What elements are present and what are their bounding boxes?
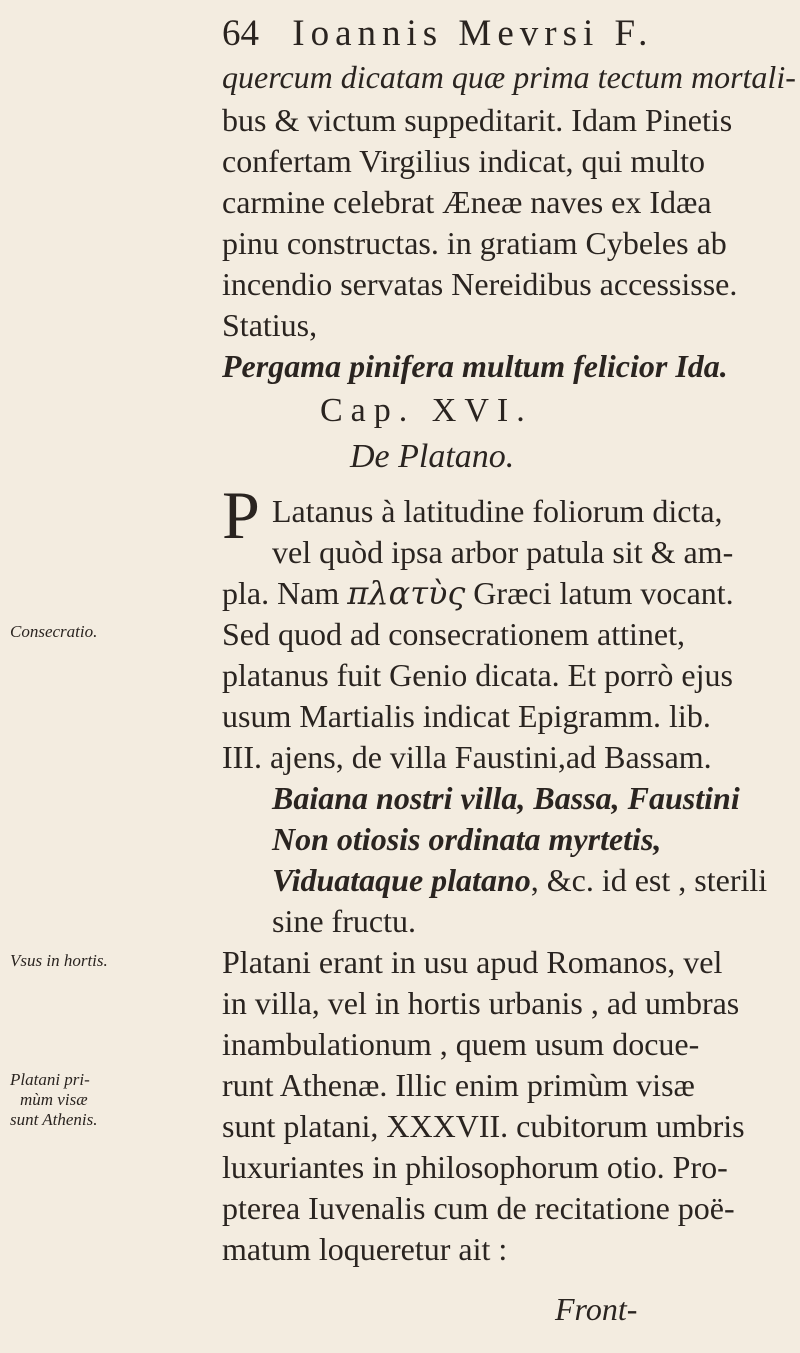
margin-note-platani: sunt Athenis.	[10, 1110, 98, 1129]
text-line: runt Athenæ. Illic enim primùm visæ	[222, 1067, 695, 1103]
page-header	[222, 12, 653, 55]
verse-fragment: Viduataque platano	[272, 862, 531, 898]
verse-quote: Pergama pinifera multum felicior Ida.	[222, 348, 728, 384]
margin-note-platani: Platani pri-	[10, 1070, 90, 1089]
catchword: Front-	[555, 1291, 638, 1327]
drop-cap: P	[222, 477, 260, 553]
text-line: usum Martialis indicat Epigramm. lib.	[222, 698, 711, 734]
text-line: Platani erant in usu apud Romanos, vel	[222, 944, 723, 980]
running-title: Ioannis Mevrsi F.	[292, 13, 654, 54]
chapter-title: De Platano.	[350, 438, 515, 475]
text-line: inambulationum , quem usum docue-	[222, 1026, 700, 1062]
text-fragment: , &c. id est , sterili	[530, 862, 768, 898]
text-line	[222, 574, 734, 612]
page-number: 64	[222, 13, 259, 54]
text-line: Sed quod ad consecrationem attinet,	[222, 616, 685, 652]
margin-note-consecratio: Consecratio.	[10, 622, 98, 641]
text-line: matum loqueretur ait :	[222, 1231, 508, 1267]
greek-word: πλατὺς	[347, 574, 466, 612]
text-line: in villa, vel in hortis urbanis , ad umbras	[222, 985, 740, 1021]
text-line: luxuriantes in philosophorum otio. Pro-	[222, 1149, 728, 1185]
text-line: III. ajens, de villa Faustini,ad Bassam.	[222, 739, 712, 775]
text-fragment: pla. Nam	[222, 575, 348, 611]
text-line: pterea Iuvenalis cum de recitatione poë-	[222, 1190, 735, 1226]
text-line: Statius,	[222, 307, 318, 343]
text-line: carmine celebrat Æneæ naves ex Idæa	[222, 184, 712, 220]
text-line: sine fructu.	[272, 903, 416, 939]
text-line: quercum dicatam quæ prima tectum mortali-	[222, 59, 796, 95]
text-line: vel quòd ipsa arbor patula sit & am-	[272, 534, 734, 570]
text-line: pinu constructas. in gratiam Cybeles ab	[222, 225, 727, 261]
margin-note-platani: mùm visæ	[20, 1090, 88, 1109]
text-line: Latanus à latitudine foliorum dicta,	[272, 493, 723, 529]
verse-line: Baiana nostri villa, Bassa, Faustini	[272, 780, 740, 816]
text-line: confertam Virgilius indicat, qui multo	[222, 143, 706, 179]
text-line: platanus fuit Genio dicata. Et porrò ejus	[222, 657, 733, 693]
text-fragment: Græci latum vocant.	[465, 575, 734, 611]
text-line: incendio servatas Nereidibus accessisse.	[222, 266, 738, 302]
chapter-number: Cap. XVI.	[320, 392, 533, 429]
text-line: sunt platani, XXXVII. cubitorum umbris	[222, 1108, 745, 1144]
verse-line	[272, 861, 767, 899]
margin-note-usus: Vsus in hortis.	[10, 951, 108, 970]
verse-line: Non otiosis ordinata myrtetis,	[272, 821, 662, 857]
text-line: bus & victum suppeditarit. Idam Pinetis	[222, 102, 733, 138]
